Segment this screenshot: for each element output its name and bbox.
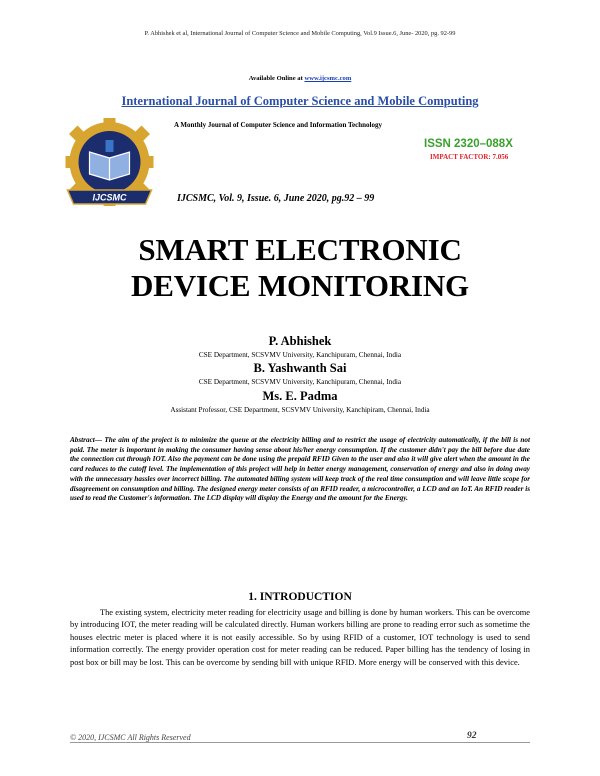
available-online (0, 75, 600, 82)
logo-text: IJCSMC (92, 192, 127, 203)
section-heading: 1. INTRODUCTION (248, 591, 352, 603)
journal-name[interactable]: International Journal of Computer Science and Mobile Computing (121, 94, 479, 108)
footer-divider (70, 742, 530, 743)
issue-citation: IJCSMC, Vol. 9, Issue. 6, June 2020, pg.92 – 99 (177, 193, 375, 204)
running-header: P. Abhishek et al, International Journal of Computer Science and Mobile Computing, Vol.9 Issue.6, June- 2020, pg. 92-99 (144, 30, 456, 37)
title-line: DEVICE MONITORING (131, 268, 469, 303)
copyright: © 2020, IJCSMC All Rights Reserved (70, 733, 191, 742)
impact-factor: IMPACT FACTOR: 7.056 (430, 153, 509, 161)
author-affiliation: CSE Department, SCSVMV University, Kanchipuram, Chennai, India (198, 378, 402, 386)
journal-website-link[interactable]: www.ijcsmc.com (304, 75, 352, 82)
available-label: Available Online at (248, 75, 305, 82)
issn: ISSN 2320–088X (424, 138, 513, 150)
abstract: Abstract— The aim of the project is to minimize the queue at the electricity billing and to restrict the usage of electricity automatically, if the bill is not paid. The meter is important in making the consumer having sense about his/her energy consumption. If the customer didn't pay the bill before due date the connection cut through IOT. Also the payment can be done using the prepaid RFID Given to the user and also it will give alert when the amount in the card reduces to the cutoff level. The implementation of this project will help in better energy management, conservation of energy and also in doing away with the unnecessary hassles over incorrect billing. The automated billing system will keep track of the real time consumption and will leave little scope for disagreement on consumption and billing. The designed energy meter consists of an RFID reader, a microcontroller, a LCD and an IoT. An RFID reader is used to read the Customer's information. The LCD display will display the Energy and the amount for the Energy. (70, 436, 530, 503)
journal-logo (58, 118, 161, 218)
paper-title (0, 232, 600, 304)
author-affiliation: Assistant Professor, CSE Department, SCSVMV University, Kanchipiram, Chennai, India (170, 406, 430, 414)
introduction-paragraph: The existing system, electricity meter reading for electricity usage and billing is done by human workers. This can be overcome by introducing IOT, the meter reading will be calculated directly. Human workers billing are prone to reading error such as sometime the houses electric meter is placed where it is not easily accessible. So by using RFID of a customer, IOT technology is used to send information correctly. The energy provider operation cost for meter reading can be reduced. Paper billing has the tendency of losing in post box or bill may be lost. This can be overcome by sending bill with unique RFID. More energy will be conserved with this device. (70, 608, 530, 667)
page-number: 92 (467, 731, 477, 741)
title-line: SMART ELECTRONIC (138, 232, 462, 267)
author-name: Ms. E. Padma (262, 389, 338, 403)
author-affiliation: CSE Department, SCSVMV University, Kanchipuram, Chennai, India (198, 351, 402, 359)
author-name: P. Abhishek (268, 334, 332, 348)
author-name: B. Yashwanth Sai (253, 361, 347, 375)
journal-subtitle: A Monthly Journal of Computer Science and Information Technology (174, 121, 382, 129)
